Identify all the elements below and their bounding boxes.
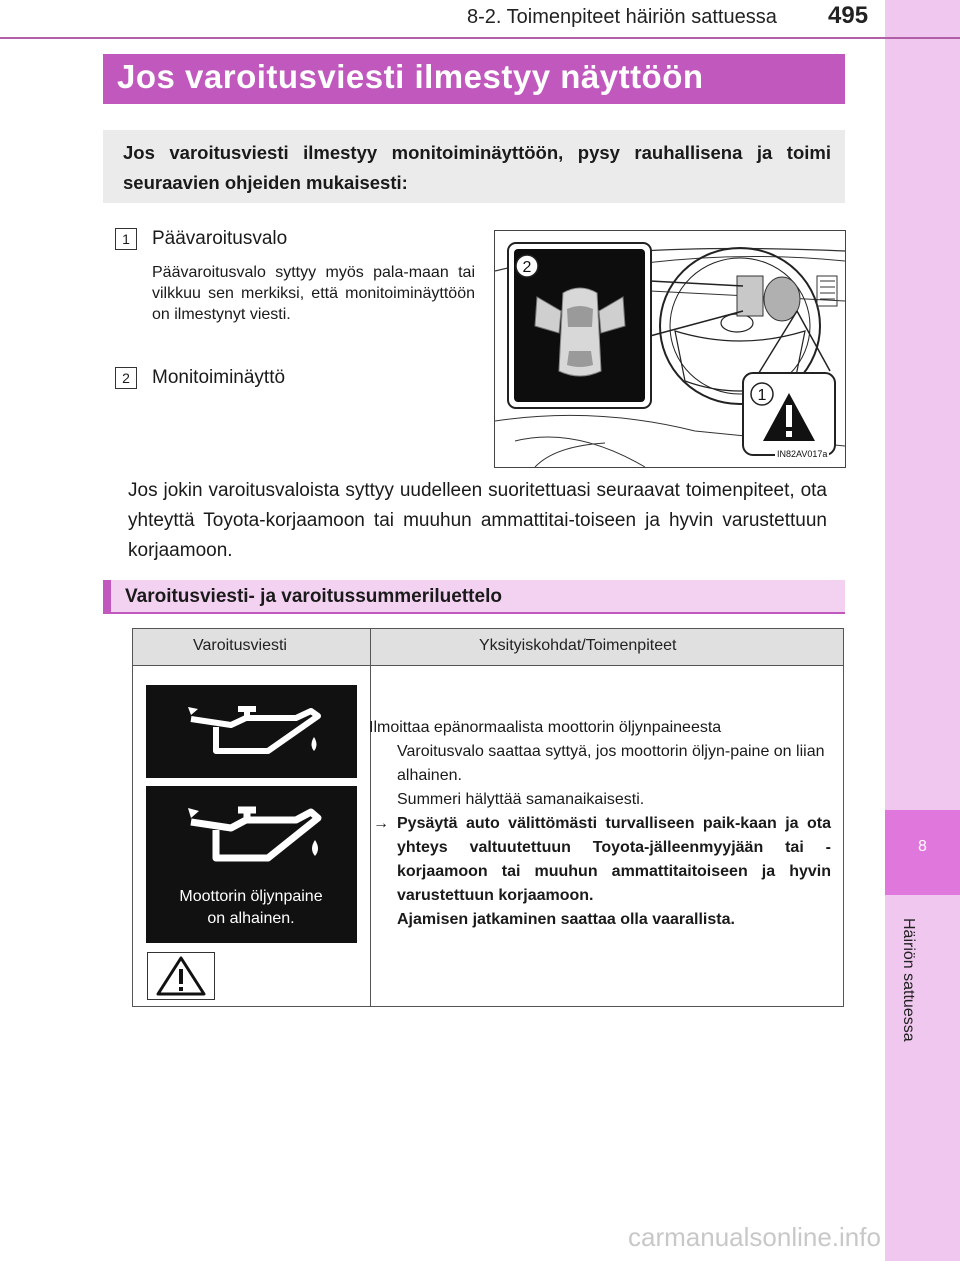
dashboard-drawing xyxy=(495,231,845,467)
display-message-line1: Moottorin öljynpaine xyxy=(179,888,323,905)
item-number-2-icon: 2 xyxy=(115,367,137,389)
chapter-number: 8 xyxy=(918,838,927,855)
warning-triangle-icon xyxy=(148,953,214,999)
chapter-side-tab xyxy=(885,0,960,1261)
body-paragraph: Jos jokin varoitusvaloista syttyy uudelleen suoritettuasi seuraavat toimenpiteet, ota yhteyttä Toyota-korjaamoon tai muuhun ammattitai-toiseen ja hyvin varustettuun korjaamoon. xyxy=(128,480,827,561)
item-title-master-warning: Päävaroitusvalo xyxy=(152,228,288,249)
table-header-message: Varoitusviesti xyxy=(193,637,287,654)
oil-pressure-light-panel xyxy=(146,685,357,778)
watermark: carmanualsonline.info xyxy=(628,1222,881,1252)
action-text: Pysäytä auto välittömästi turvalliseen paik-kaan ja ota yhteys valtuutettuun Toyota-jälleenmyyjään tai -korjaamoon tai muuhun ammattitaitoiseen ja hyvin varustettuun korjaamoon. xyxy=(397,815,831,904)
detail-text: Varoitusvalo saattaa syttyä, jos moottorin öljyn-paine on liian alhainen. xyxy=(397,743,825,784)
section-header: 8-2. Toimenpiteet häiriön sattuessa xyxy=(467,6,777,28)
intro-text: Jos varoitusviesti ilmestyy monitoiminäyttöön, pysy rauhallisena ja toimi seuraavien ohjeiden mukaisesti: xyxy=(123,142,831,193)
details-cell xyxy=(369,716,831,932)
action-instruction xyxy=(369,812,831,908)
item-title-multi-display: Monitoiminäyttö xyxy=(152,367,286,388)
header-divider xyxy=(0,37,885,39)
section-heading-bar xyxy=(103,580,111,613)
page-title: Jos varoitusviesti ilmestyy näyttöön xyxy=(117,58,704,95)
page-number: 495 xyxy=(828,2,869,29)
section-heading-text: Varoitusviesti- ja varoitussummeriluettelo xyxy=(125,586,502,607)
warning-buzzer-box xyxy=(147,952,215,1000)
callout-1-label: 1 xyxy=(757,387,767,404)
display-message-line2: on alhainen. xyxy=(207,910,295,927)
image-code: IN82AV017a xyxy=(777,449,828,459)
header-divider-tab xyxy=(885,37,960,39)
item-description-master-warning: Päävaroitusvalo syttyy myös pala-maan tai vilkkuu sen merkiksi, että monitoiminäyttöön on ilmestynyt viesti. xyxy=(152,264,475,323)
detail-title: Ilmoittaa epänormaalista moottorin öljynpaineesta xyxy=(369,719,722,736)
intro-box xyxy=(103,130,845,203)
detail-buzzer: Summeri hälyttää samanaikaisesti. xyxy=(397,791,645,808)
item-number-1-icon: 1 xyxy=(115,228,137,250)
chapter-title: Häiriön sattuessa xyxy=(900,918,917,1042)
section-heading-underline xyxy=(103,612,845,614)
table-header-details: Yksityiskohdat/Toimenpiteet xyxy=(479,637,677,654)
section-heading xyxy=(103,580,845,613)
multi-display-message-panel xyxy=(146,786,357,943)
danger-warning: Ajamisen jatkaminen saattaa olla vaarallista. xyxy=(397,911,735,928)
arrow-icon: → xyxy=(373,815,389,832)
oil-can-icon xyxy=(146,685,357,778)
oil-can-icon-large xyxy=(146,786,357,881)
chapter-title-vertical xyxy=(893,900,923,1060)
title-banner xyxy=(103,54,845,104)
dashboard-illustration xyxy=(494,230,846,468)
callout-2-label: 2 xyxy=(522,259,532,276)
